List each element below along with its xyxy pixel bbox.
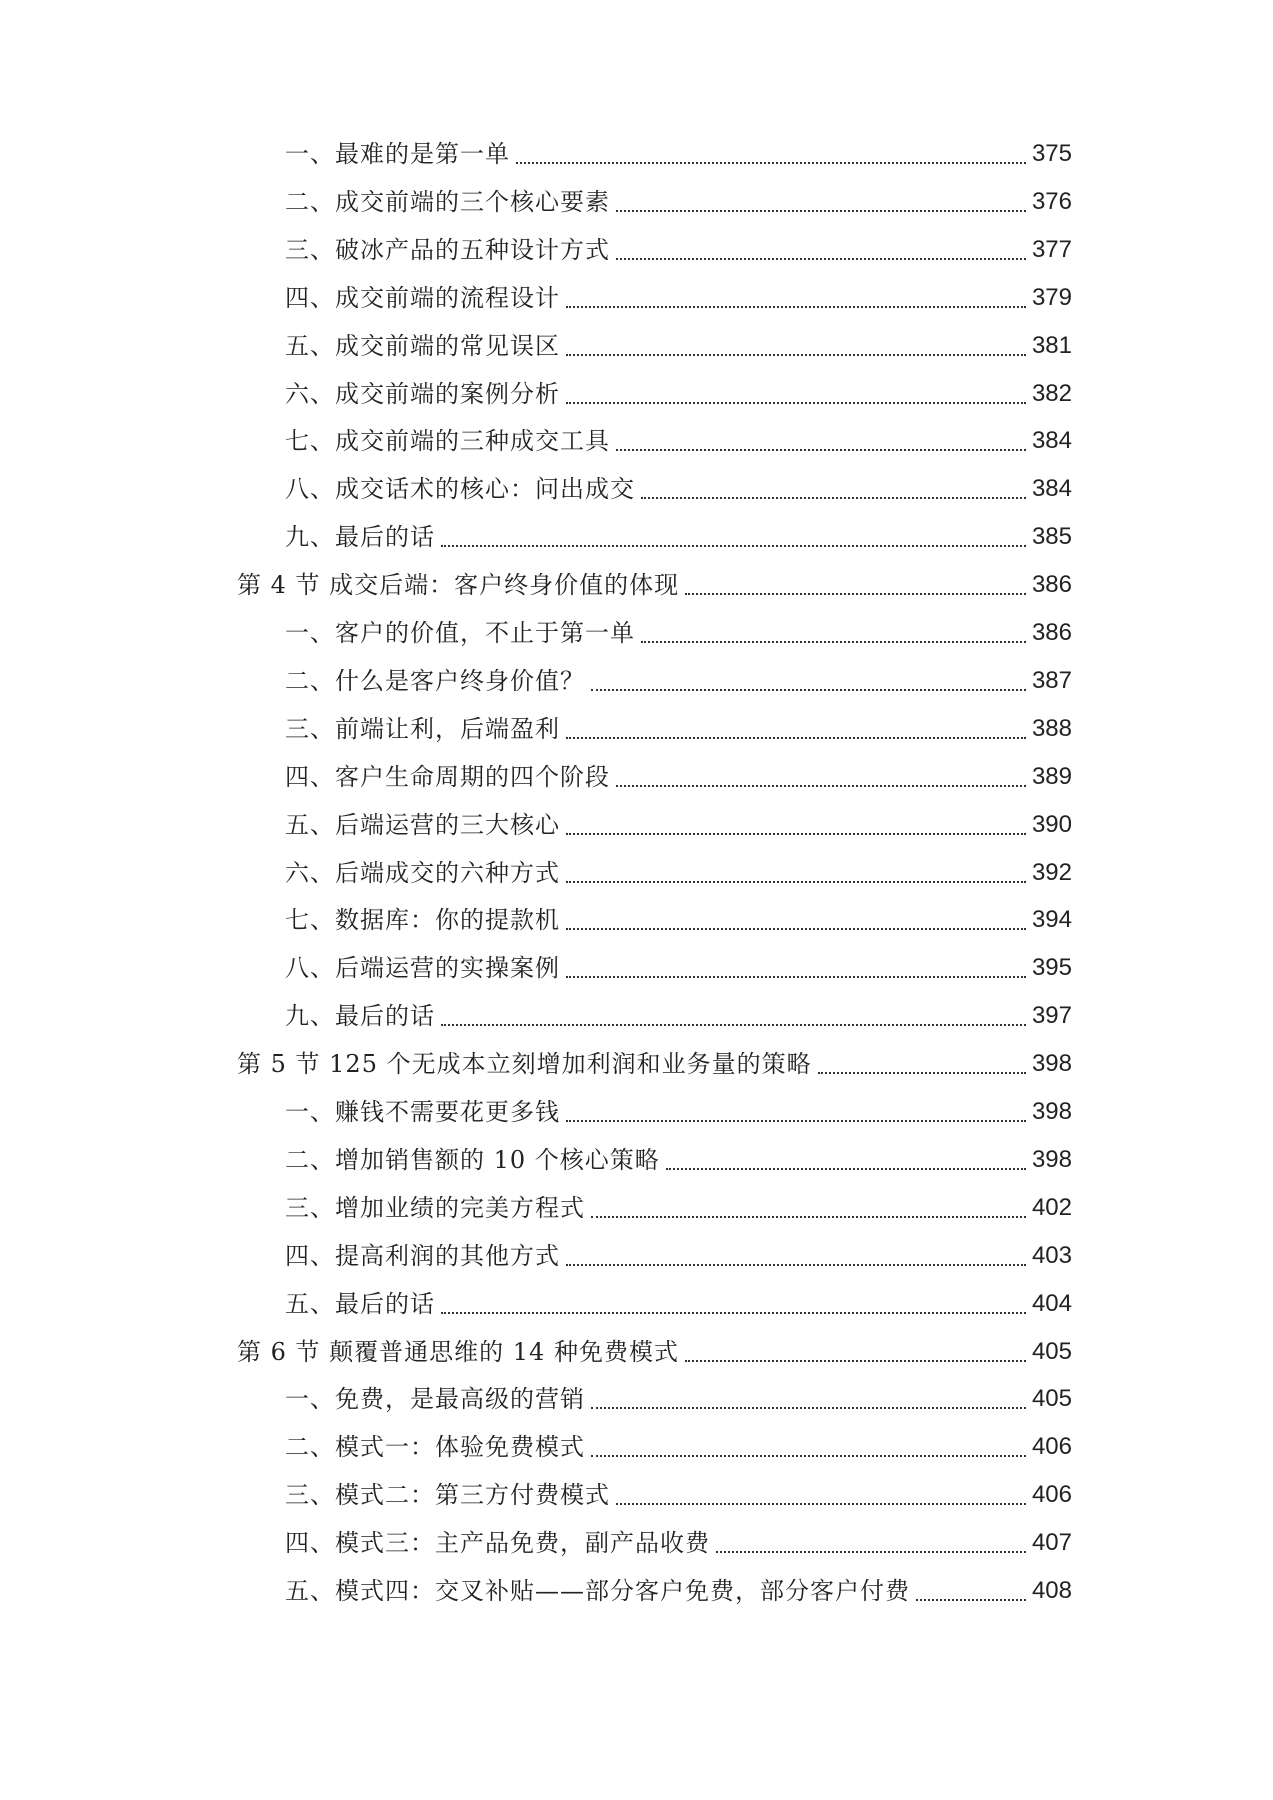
toc-entry-title: 二、什么是客户终身价值？ (285, 666, 585, 695)
toc-entry-page-number: 398 (1031, 1145, 1072, 1173)
toc-entry-title: 六、后端成交的六种方式 (285, 858, 560, 887)
toc-dot-leader (818, 1072, 1026, 1074)
toc-entry-page-number: 398 (1031, 1098, 1072, 1125)
toc-dot-leader (591, 1216, 1026, 1218)
toc-entry-title: 五、最后的话 (285, 1289, 435, 1318)
toc-entry-title: 二、模式一：体验免费模式 (285, 1433, 585, 1462)
toc-subsection-entry[interactable] (285, 613, 1072, 653)
toc-entry-page-number: 382 (1031, 379, 1072, 407)
toc-subsection-entry[interactable] (285, 900, 1072, 940)
toc-entry-page-number: 379 (1031, 283, 1072, 311)
toc-entry-title: 第 5 节 125 个无成本立刻增加利润和业务量的策略 (237, 1050, 812, 1079)
toc-dot-leader (685, 1360, 1026, 1362)
toc-dot-leader (566, 1120, 1026, 1122)
toc-subsection-entry[interactable] (285, 996, 1072, 1036)
toc-subsection-entry[interactable] (285, 1092, 1072, 1132)
toc-subsection-entry[interactable] (285, 278, 1072, 318)
toc-entry-title: 九、最后的话 (285, 1002, 435, 1031)
toc-subsection-entry[interactable] (285, 182, 1072, 222)
toc-entry-title: 四、客户生命周期的四个阶段 (285, 762, 610, 791)
toc-entry-title: 五、后端运营的三大核心 (285, 810, 560, 839)
toc-subsection-entry[interactable] (285, 1188, 1072, 1228)
toc-dot-leader (916, 1599, 1026, 1601)
toc-subsection-entry[interactable] (285, 1379, 1072, 1419)
toc-entry-page-number: 406 (1031, 1481, 1072, 1509)
toc-entry-title: 二、增加销售额的 10 个核心策略 (285, 1145, 660, 1174)
toc-dot-leader (566, 1264, 1026, 1266)
toc-dot-leader (566, 928, 1026, 930)
toc-entry-page-number: 398 (1031, 1050, 1072, 1078)
toc-dot-leader (566, 881, 1026, 883)
toc-dot-leader (566, 833, 1026, 835)
toc-dot-leader (591, 1455, 1026, 1457)
toc-subsection-entry[interactable] (285, 421, 1072, 461)
toc-entry-page-number: 405 (1031, 1385, 1072, 1413)
toc-dot-leader (566, 737, 1026, 739)
toc-entry-page-number: 407 (1031, 1529, 1072, 1557)
toc-entry-page-number: 404 (1031, 1289, 1072, 1317)
toc-dot-leader (566, 976, 1026, 978)
toc-dot-leader (441, 1312, 1026, 1314)
toc-dot-leader (616, 1503, 1026, 1505)
toc-subsection-entry[interactable] (285, 1236, 1072, 1276)
toc-section-entry[interactable] (237, 565, 1072, 605)
toc-entry-page-number: 402 (1031, 1193, 1072, 1221)
toc-subsection-entry[interactable] (285, 326, 1072, 366)
toc-dot-leader (666, 1168, 1026, 1170)
toc-dot-leader (591, 1407, 1026, 1409)
toc-dot-leader (616, 258, 1026, 260)
toc-dot-leader (516, 162, 1026, 164)
toc-dot-leader (566, 402, 1026, 404)
toc-subsection-entry[interactable] (285, 757, 1072, 797)
toc-entry-title: 九、最后的话 (285, 523, 435, 552)
toc-subsection-entry[interactable] (285, 1523, 1072, 1563)
toc-dot-leader (641, 641, 1026, 643)
toc-subsection-entry[interactable] (285, 1284, 1072, 1324)
toc-entry-page-number: 376 (1031, 187, 1072, 215)
toc-entry-page-number: 408 (1031, 1577, 1072, 1604)
toc-dot-leader (441, 545, 1026, 547)
toc-subsection-entry[interactable] (285, 948, 1072, 988)
toc-entry-page-number: 381 (1031, 331, 1072, 359)
toc-entry-title: 八、后端运营的实操案例 (285, 954, 560, 983)
toc-entry-title: 三、模式二：第三方付费模式 (285, 1481, 610, 1510)
toc-entry-page-number: 388 (1031, 714, 1072, 742)
toc-entry-title: 第 6 节 颠覆普通思维的 14 种免费模式 (237, 1337, 679, 1366)
toc-entry-page-number: 389 (1031, 762, 1072, 790)
toc-entry-page-number: 375 (1031, 140, 1072, 167)
toc-entry-title: 三、前端让利，后端盈利 (285, 714, 560, 743)
toc-subsection-entry[interactable] (285, 1427, 1072, 1467)
toc-dot-leader (591, 689, 1026, 691)
toc-entry-title: 三、增加业绩的完美方程式 (285, 1193, 585, 1222)
toc-subsection-entry[interactable] (285, 709, 1072, 749)
toc-entry-page-number: 387 (1031, 666, 1072, 694)
toc-dot-leader (616, 785, 1026, 787)
toc-subsection-entry[interactable] (285, 230, 1072, 270)
toc-dot-leader (685, 593, 1026, 595)
toc-entry-title: 七、数据库：你的提款机 (285, 906, 560, 935)
toc-entry-page-number: 403 (1031, 1241, 1072, 1269)
toc-subsection-entry[interactable] (285, 1140, 1072, 1180)
toc-entry-page-number: 385 (1031, 523, 1072, 551)
toc-entry-page-number: 384 (1031, 475, 1072, 503)
toc-subsection-entry[interactable] (285, 517, 1072, 557)
toc-subsection-entry[interactable] (285, 853, 1072, 893)
toc-subsection-entry[interactable] (285, 1571, 1072, 1611)
toc-entry-title: 三、破冰产品的五种设计方式 (285, 235, 610, 264)
toc-entry-title: 四、提高利润的其他方式 (285, 1241, 560, 1270)
toc-entry-page-number: 392 (1031, 858, 1072, 886)
toc-entry-title: 第 4 节 成交后端：客户终身价值的体现 (237, 571, 680, 600)
toc-entry-title: 五、模式四：交叉补贴——部分客户免费，部分客户付费 (285, 1577, 910, 1605)
toc-entry-page-number: 395 (1031, 954, 1072, 982)
toc-dot-leader (441, 1024, 1026, 1026)
toc-entry-title: 一、最难的是第一单 (285, 140, 510, 168)
toc-entry-title: 六、成交前端的案例分析 (285, 379, 560, 408)
toc-subsection-entry[interactable] (285, 661, 1072, 701)
toc-entry-page-number: 384 (1031, 427, 1072, 455)
toc-entry-title: 七、成交前端的三种成交工具 (285, 427, 610, 456)
toc-dot-leader (616, 449, 1026, 451)
toc-entry-page-number: 397 (1031, 1002, 1072, 1030)
toc-subsection-entry[interactable] (285, 134, 1072, 174)
toc-entry-title: 五、成交前端的常见误区 (285, 331, 560, 360)
toc-section-entry[interactable] (237, 1332, 1072, 1372)
toc-subsection-entry[interactable] (285, 805, 1072, 845)
toc-entry-title: 一、赚钱不需要花更多钱 (285, 1098, 560, 1126)
toc-subsection-entry[interactable] (285, 374, 1072, 414)
toc-dot-leader (616, 210, 1026, 212)
toc-entry-page-number: 406 (1031, 1433, 1072, 1461)
toc-entry-page-number: 405 (1031, 1337, 1072, 1365)
toc-dot-leader (566, 306, 1026, 308)
toc-entry-title: 四、模式三：主产品免费，副产品收费 (285, 1529, 710, 1558)
toc-dot-leader (716, 1551, 1026, 1553)
toc-entry-title: 二、成交前端的三个核心要素 (285, 187, 610, 216)
toc-entry-page-number: 390 (1031, 810, 1072, 838)
toc-dot-leader (641, 497, 1026, 499)
toc-section-entry[interactable] (237, 1044, 1072, 1084)
toc-subsection-entry[interactable] (285, 469, 1072, 509)
toc-dot-leader (566, 354, 1026, 356)
toc-entry-title: 四、成交前端的流程设计 (285, 283, 560, 312)
toc-entry-title: 一、免费，是最高级的营销 (285, 1385, 585, 1414)
toc-entry-page-number: 386 (1031, 619, 1072, 646)
toc-entry-page-number: 386 (1031, 571, 1072, 599)
toc-subsection-entry[interactable] (285, 1475, 1072, 1515)
toc-entry-page-number: 394 (1031, 906, 1072, 934)
toc-entry-page-number: 377 (1031, 235, 1072, 263)
toc-entry-title: 一、客户的价值，不止于第一单 (285, 619, 635, 647)
toc-entry-title: 八、成交话术的核心：问出成交 (285, 475, 635, 504)
